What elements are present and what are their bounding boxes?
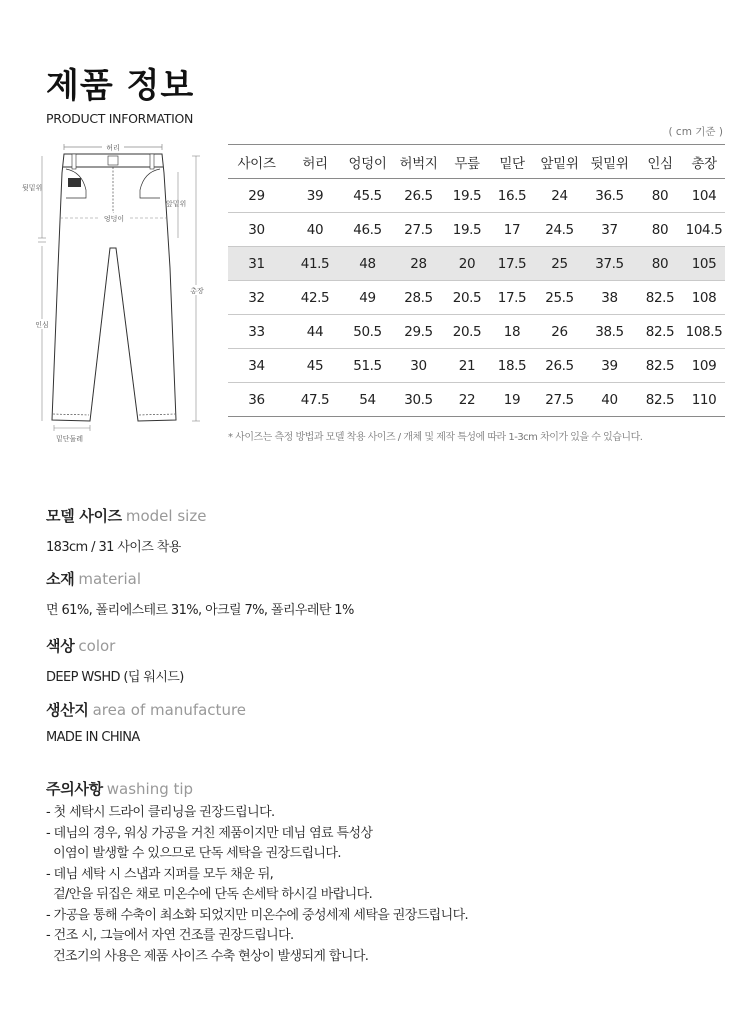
size-table-cell: 48	[345, 247, 390, 281]
size-table-cell: 16.5	[487, 179, 537, 213]
size-table-cell: 20.5	[447, 281, 487, 315]
size-table-header-cell: 허벅지	[390, 145, 447, 179]
washing-tip-line: 이염이 발생할 수 있으므로 단독 세탁을 권장드립니다.	[46, 846, 341, 861]
washing-tip-line: 건조기의 사용은 제품 사이즈 수축 현상이 발생되게 합니다.	[46, 948, 369, 964]
size-table-cell: 40	[285, 213, 345, 247]
jeans-measurement-diagram	[20, 138, 220, 448]
size-table-header-cell: 밑단	[487, 145, 537, 179]
size-footnote: * 사이즈는 측정 방법과 모델 착용 사이즈 / 개체 및 제작 특성에 따라 1-3cm 차이가 있을 수 있습니다.	[228, 432, 643, 443]
diagram-label-front-rise: 앞밑위	[166, 200, 187, 208]
size-table-cell: 37.5	[582, 247, 637, 281]
size-table-cell: 33	[228, 315, 285, 349]
size-table-cell: 39	[285, 179, 345, 213]
size-table-cell: 38.5	[582, 315, 637, 349]
color-label-en: color	[78, 637, 116, 655]
size-table-cell: 109	[683, 349, 725, 383]
material-label: 소재	[46, 570, 75, 588]
size-table-cell: 29	[228, 179, 285, 213]
model-size-value: 183cm / 31 사이즈 착용	[46, 540, 181, 555]
size-table	[228, 144, 725, 417]
size-table-header-cell: 허리	[285, 145, 345, 179]
size-table-cell: 34	[228, 349, 285, 383]
washing-tip-line: - 데님의 경우, 워싱 가공을 거친 제품이지만 데님 염료 특성상	[46, 825, 373, 841]
size-table-cell: 20	[447, 247, 487, 281]
size-table-cell: 18.5	[487, 349, 537, 383]
size-table-header-cell: 인심	[637, 145, 683, 179]
material-value: 면 61%, 폴리에스테르 31%, 아크릴 7%, 폴리우레탄 1%	[46, 603, 354, 618]
size-table-cell: 44	[285, 315, 345, 349]
size-table-cell: 18	[487, 315, 537, 349]
size-table-cell: 19	[487, 383, 537, 417]
size-table-cell: 108.5	[683, 315, 725, 349]
washing-tip-line: - 가공을 통해 수축이 최소화 되었지만 미온수에 중성세제 세탁을 권장드립니다.	[46, 907, 469, 923]
size-table-cell: 40	[582, 383, 637, 417]
origin-value: MADE IN CHINA	[46, 730, 140, 745]
washing-tip-line: - 건조 시, 그늘에서 자연 건조를 권장드립니다.	[46, 928, 294, 943]
diagram-label-back-rise: 뒷밑위	[22, 184, 43, 192]
size-table-cell: 51.5	[345, 349, 390, 383]
size-table-cell: 17.5	[487, 281, 537, 315]
washing-tip-line: - 첫 세탁시 드라이 클리닝을 권장드립니다.	[46, 805, 275, 820]
size-table-row	[228, 349, 725, 383]
size-table-cell: 39	[582, 349, 637, 383]
size-table-cell: 80	[637, 213, 683, 247]
size-table-cell: 80	[637, 179, 683, 213]
size-table-cell: 36	[228, 383, 285, 417]
model-size-label: 모델 사이즈	[46, 507, 122, 525]
size-table-cell: 80	[637, 247, 683, 281]
origin-label: 생산지	[46, 701, 89, 719]
size-table-row	[228, 315, 725, 349]
size-table-cell: 110	[683, 383, 725, 417]
size-table-cell: 28.5	[390, 281, 447, 315]
origin-section	[46, 699, 246, 745]
size-table-cell: 19.5	[447, 179, 487, 213]
size-table-cell: 17.5	[487, 247, 537, 281]
washing-label: 주의사항	[46, 780, 103, 798]
size-table-cell: 27.5	[390, 213, 447, 247]
size-table-cell: 82.5	[637, 315, 683, 349]
size-table-cell: 82.5	[637, 281, 683, 315]
washing-section	[46, 778, 468, 967]
size-table-header-cell: 무릎	[447, 145, 487, 179]
size-table-cell: 104	[683, 179, 725, 213]
size-table-cell: 54	[345, 383, 390, 417]
size-table-cell: 31	[228, 247, 285, 281]
washing-tip-line: 겉/안을 뒤집은 채로 미온수에 단독 손세탁 하시길 바랍니다.	[46, 887, 373, 902]
color-section	[46, 635, 184, 685]
material-label-en: material	[78, 570, 141, 588]
jeans-illustration	[52, 154, 176, 421]
size-table-header-cell: 총장	[683, 145, 725, 179]
size-table-row	[228, 179, 725, 213]
size-table-cell: 26.5	[537, 349, 582, 383]
size-table-cell: 36.5	[582, 179, 637, 213]
size-table-cell: 26.5	[390, 179, 447, 213]
page-subtitle: PRODUCT INFORMATION	[46, 111, 194, 126]
size-table-body	[228, 179, 725, 417]
size-table-row	[228, 213, 725, 247]
size-table-cell: 26	[537, 315, 582, 349]
diagram-label-hip: 엉덩이	[103, 215, 125, 223]
brand-tag-icon	[68, 178, 81, 187]
size-table-cell: 49	[345, 281, 390, 315]
diagram-label-inseam: 인심	[35, 321, 49, 329]
size-table-cell: 27.5	[537, 383, 582, 417]
size-table-cell: 37	[582, 213, 637, 247]
size-table-row	[228, 247, 725, 281]
washing-tip-list	[46, 803, 468, 967]
size-table-header-cell: 엉덩이	[345, 145, 390, 179]
size-table-cell: 17	[487, 213, 537, 247]
washing-label-en: washing tip	[106, 780, 194, 798]
size-table-row	[228, 281, 725, 315]
size-table-header-cell: 앞밑위	[537, 145, 582, 179]
size-table-cell: 28	[390, 247, 447, 281]
diagram-label-hem: 밑단둘레	[56, 435, 84, 443]
size-table-cell: 25.5	[537, 281, 582, 315]
size-table-row	[228, 383, 725, 417]
size-table-header-cell: 사이즈	[228, 145, 285, 179]
size-table-cell: 104.5	[683, 213, 725, 247]
size-table-cell: 22	[447, 383, 487, 417]
size-table-cell: 45.5	[345, 179, 390, 213]
size-table-cell: 25	[537, 247, 582, 281]
unit-note: ( cm 기준 )	[668, 126, 723, 138]
material-section	[46, 568, 354, 618]
color-label: 색상	[46, 637, 75, 655]
size-table-cell: 32	[228, 281, 285, 315]
size-table-cell: 24	[537, 179, 582, 213]
size-table-cell: 29.5	[390, 315, 447, 349]
size-table-header-cell: 뒷밑위	[582, 145, 637, 179]
size-table-cell: 108	[683, 281, 725, 315]
size-table-cell: 82.5	[637, 383, 683, 417]
origin-label-en: area of manufacture	[92, 701, 247, 719]
diagram-label-total-length: 총장	[190, 287, 204, 295]
page-title: 제품 정보	[46, 66, 195, 106]
size-table-cell: 41.5	[285, 247, 345, 281]
size-table-cell: 105	[683, 247, 725, 281]
size-table-cell: 45	[285, 349, 345, 383]
diagram-label-waist: 허리	[106, 144, 120, 152]
size-table-cell: 30.5	[390, 383, 447, 417]
size-table-cell: 21	[447, 349, 487, 383]
model-size-label-en: model size	[125, 507, 207, 525]
size-table-cell: 19.5	[447, 213, 487, 247]
size-table-cell: 20.5	[447, 315, 487, 349]
size-table-cell: 30	[228, 213, 285, 247]
size-table-cell: 24.5	[537, 213, 582, 247]
washing-tip-line: - 데님 세탁 시 스냅과 지퍼를 모두 채운 뒤,	[46, 866, 274, 882]
size-table-header-row	[228, 145, 725, 179]
size-table-cell: 38	[582, 281, 637, 315]
size-table-cell: 42.5	[285, 281, 345, 315]
size-table-cell: 46.5	[345, 213, 390, 247]
size-table-cell: 30	[390, 349, 447, 383]
size-table-cell: 50.5	[345, 315, 390, 349]
color-value: DEEP WSHD (딥 워시드)	[46, 670, 184, 685]
size-table-cell: 82.5	[637, 349, 683, 383]
size-table-cell: 47.5	[285, 383, 345, 417]
model-size-section	[46, 505, 206, 555]
